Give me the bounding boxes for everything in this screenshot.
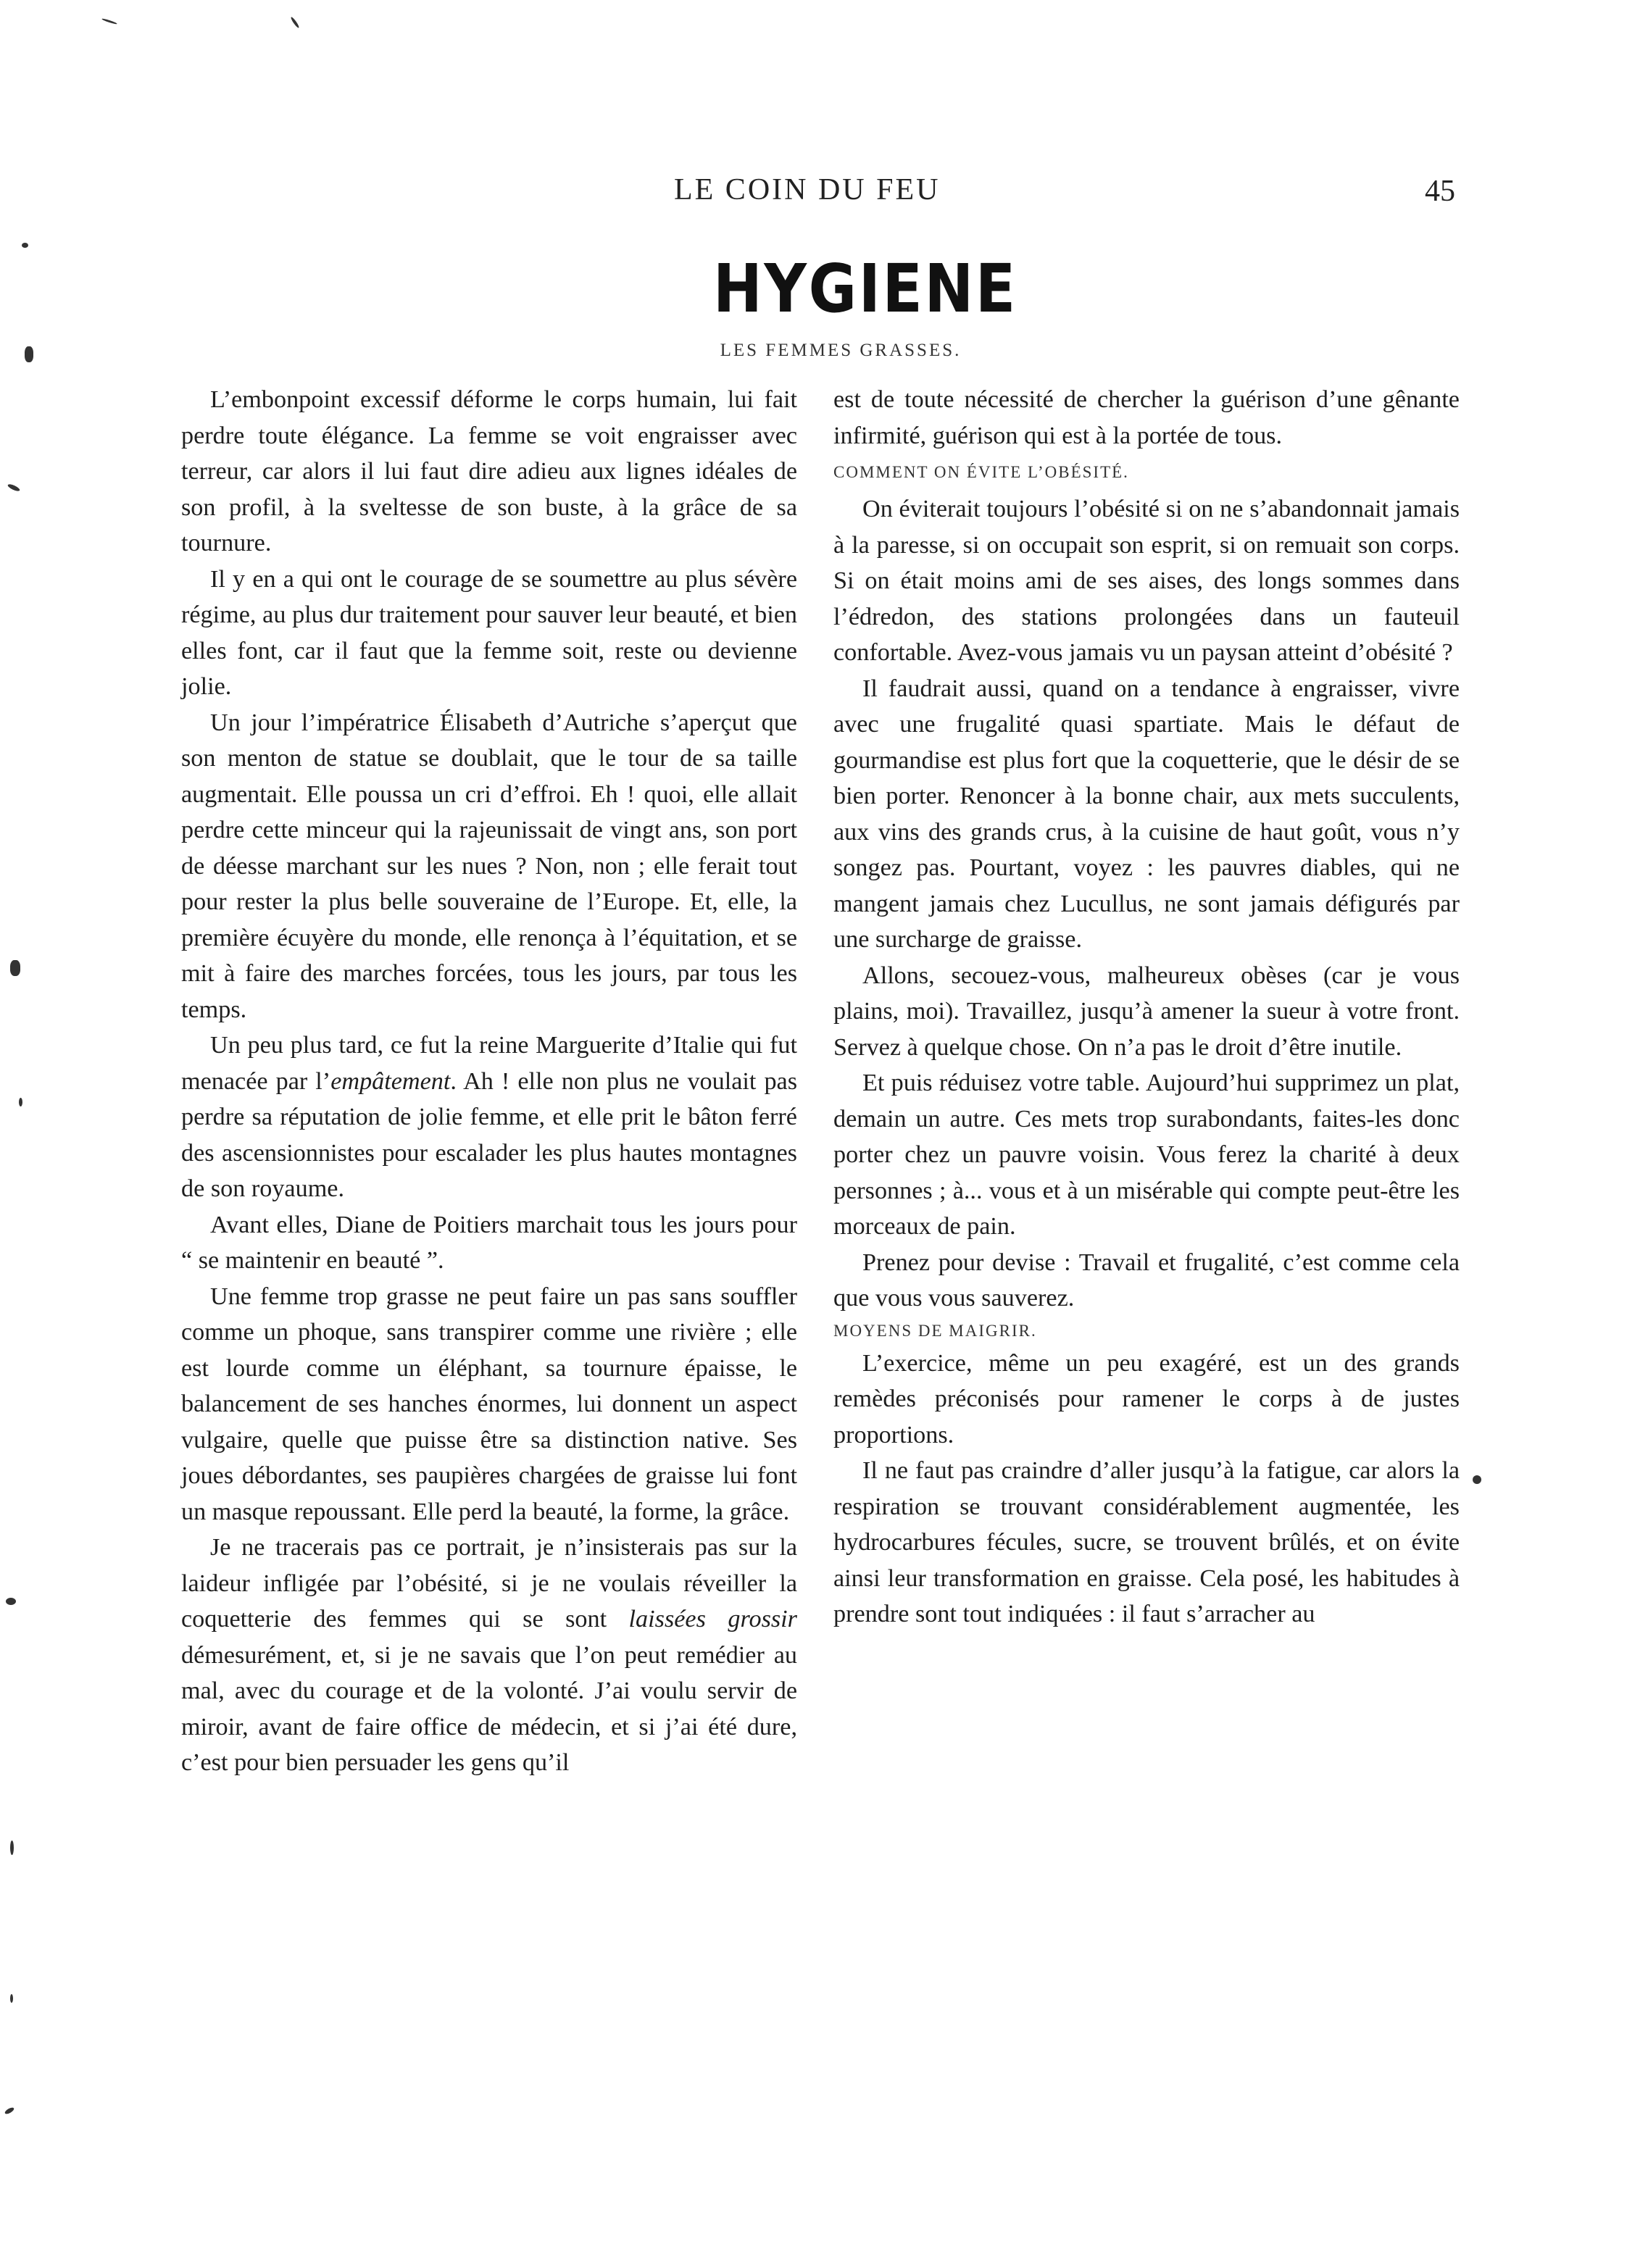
section-heading: MOYENS DE MAIGRIR.: [833, 1321, 1037, 1340]
paragraph-text: Je ne tracerais pas ce portrait, je n’insisterais pas sur la laideur infligée par l’obésité, si je ne voulais réveiller la coquetterie des femmes qui se sont: [181, 1534, 797, 1633]
article-subtitle: LES FEMMES GRASSES.: [720, 341, 962, 360]
paragraph-text: démesurément, et, si je ne savais que l’on peut remédier au mal, avec du courage et de la volonté. J’ai voulu servir de miroir, avant de faire office de médecin, et si j’ai été dure, c’est pour bien persuader les gens qu’il: [181, 1641, 797, 1776]
paragraph: [181, 1027, 797, 1207]
article-title: HYGIENE: [713, 250, 1017, 328]
scan-speck: [101, 18, 117, 25]
paragraph: Une femme trop grasse ne peut faire un pas sans souffler comme un phoque, sans transpirer comme une rivière ; elle est lourde comme un éléphant, sa tournure épaisse, le balancement de ses hanches énormes, lui donnent un aspect vulgaire, quelle que puisse être sa distinction native. Ses joues débordantes, ses paupières chargées de graisse lui font un masque repoussant. Elle perd la beauté, la forme, la grâce.: [181, 1283, 797, 1525]
page-number: 45: [1425, 175, 1455, 208]
scan-speck: [19, 1098, 22, 1106]
paragraph-text: . Ah ! elle non plus ne voulait pas perdre sa réputation de jolie femme, et elle prit le bâton ferré des ascensionnistes pour escalader les plus hautes montagnes de son royaume.: [181, 1067, 798, 1202]
scan-speck: [10, 1840, 14, 1855]
paragraph: Et puis réduisez votre table. Aujourd’hui supprimez un plat, demain un autre. Ces mets trop surabondants, faites-les donc porter chez un pauvre voisin. Vous ferez la charité à deux personnes ; à... vous et à un misérable qui compte peut-être les morceaux de pain.: [833, 1070, 1460, 1240]
scan-speck: [10, 960, 20, 976]
paragraph: Il faudrait aussi, quand on a tendance à engraisser, vivre avec une frugalité quasi spartiate. Mais le défaut de gourmandise est plus fort que la coquetterie, que le désir de se bien porter. Renoncer à la bonne chair, aux mets succulents, aux vins des grands crus, à la cuisine de haut goût, vous n’y songez pas. Pourtant, voyez : les pauvres diables, qui ne mangent jamais chez Lucullus, ne sont jamais défigurés par une surcharge de graisse.: [833, 675, 1460, 953]
italic-term: laissées grossir: [628, 1606, 797, 1633]
paragraph: Avant elles, Diane de Poitiers marchait tous les jours pour “ se maintenir en beauté ”.: [181, 1211, 797, 1274]
scan-speck: [10, 1994, 13, 2003]
running-title: LE COIN DU FEU: [674, 173, 941, 207]
paragraph: [181, 1530, 797, 1781]
paragraph-text: Un peu plus tard, ce fut la reine Marguerite d’Italie qui fut menacée par l’: [181, 1032, 797, 1095]
paragraph: Il y en a qui ont le courage de se soumettre au plus sévère régime, au plus dur traitement pour sauver leur beauté, et bien elles font, car il faut que la femme soit, reste ou devienne jolie.: [181, 565, 797, 700]
paragraph: On éviterait toujours l’obésité si on ne s’abandonnait jamais à la paresse, si on occupait son esprit, si on remuait son corps. Si on était moins ami de ses aises, des longs sommes dans l’édredon, des stations prolongées dans un fauteuil confortable. Avez-vous jamais vu un paysan atteint d’obésité ?: [833, 496, 1460, 666]
right-column: [833, 382, 1460, 1633]
paragraph: L’exercice, même un peu exagéré, est un des grands remèdes préconisés pour ramener le corps à de justes proportions.: [833, 1349, 1460, 1448]
italic-term: empâtement: [330, 1067, 451, 1095]
paragraph: Il ne faut pas craindre d’aller jusqu’à la fatigue, car alors la respiration se trouvant considérablement augmentée, les hydrocarbures fécules, sucre, se trouvent brûlés, et on évite ainsi leur transformation en graisse. Cela posé, les habitudes à prendre sont tout indiquées : il faut s’arracher au: [833, 1457, 1460, 1627]
scan-speck: [4, 2106, 14, 2115]
paragraph: est de toute nécessité de chercher la guérison d’une gênante infirmité, guérison qui est à la portée de tous.: [833, 386, 1460, 449]
scan-speck: [25, 346, 33, 362]
paragraph: Allons, secouez-vous, malheureux obèses (car je vous plains, moi). Travaillez, jusqu’à amener la sueur à votre front. Servez à quelque chose. On n’a pas le droit d’être inutile.: [833, 962, 1460, 1061]
scan-speck: [290, 16, 300, 28]
scan-speck: [6, 1598, 16, 1605]
paragraph: L’embonpoint excessif déforme le corps humain, lui fait perdre toute élégance. La femme se voit engraisser avec terreur, car alors il lui faut dire adieu aux lignes idéales de son profil, à la sveltesse de son buste, à la grâce de sa tournure.: [181, 386, 797, 556]
paragraph: Prenez pour devise : Travail et frugalité, c’est comme cela que vous vous sauverez.: [833, 1248, 1460, 1312]
scan-speck: [7, 483, 21, 492]
scan-speck: [1473, 1475, 1481, 1484]
paragraph: Un jour l’impératrice Élisabeth d’Autriche s’aperçut que son menton de statue se doublait, que le tour de sa taille augmentait. Elle poussa un cri d’effroi. Eh ! quoi, elle allait perdre cette minceur qui la rajeunissait de vingt ans, son port de déesse marchant sur les nues ? Non, non ; elle ferait tout pour rester la plus belle souveraine de l’Europe. Et, elle, la première écuyère du monde, elle renonça à l’équitation, et se mit à faire des marches forcées, tous les jours, par tous les temps.: [181, 709, 797, 1023]
scan-speck: [22, 243, 28, 248]
left-column: [181, 382, 797, 1781]
section-heading: COMMENT ON ÉVITE L’OBÉSITÉ.: [833, 463, 1129, 481]
